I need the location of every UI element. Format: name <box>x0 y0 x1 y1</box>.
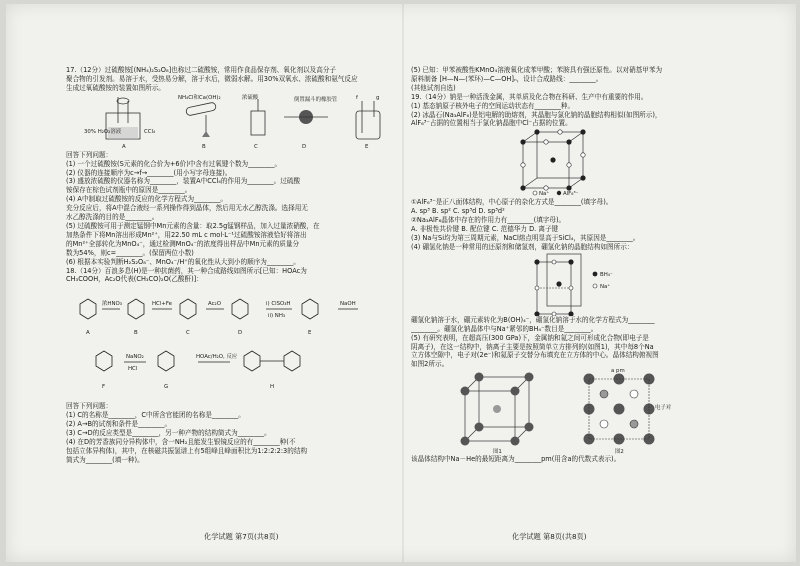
na-atom <box>475 423 484 432</box>
exam-sheet <box>6 4 796 562</box>
q18-answer-3: (3) C→D的反应类型是________，另一种产物的结构简式为________。 <box>66 429 271 438</box>
cubic-cell <box>520 130 585 191</box>
reagent-1: 浓HNO₃ <box>102 301 122 308</box>
q17-line-3: 生成过氧硫酸铵的装置如图所示。 <box>66 83 165 92</box>
q18-line-2: CH₃COOH，Ac₂O代表(CH₃CO)₂O(乙酸酐)]： <box>66 275 203 284</box>
reagent-8: HCl <box>128 366 138 373</box>
q19-sub-5: (4) 硼氢化钠是一种常用的还原剂和储氢剂，硼氢化钠的晶胞结构如图所示： <box>411 242 634 251</box>
apparatus-e <box>356 95 380 150</box>
tetragonal-cell <box>534 254 581 316</box>
q17-answer-11: 数为54%，则c=________。(保留两位小数) <box>66 248 194 257</box>
compound-g: G <box>164 384 169 391</box>
q19-more-3: 阴离子)，在这一结构中，钠离子主要是按照简单立方排列的(如图1)，其中每8个Na <box>411 342 654 351</box>
q19-more-1: ________。硼氢化钠晶体中与Na⁺紧邻的BH₄⁻数目是________。 <box>411 324 598 333</box>
legend-na2: Na⁺ <box>600 283 611 290</box>
q19-more-4: 立方体空隙中，电子对(2e⁻)和氦原子交替分布填充在立方体的中心。晶体结构俯视图 <box>411 351 659 360</box>
compound-c: C <box>186 330 190 337</box>
q18-5-line-2: 原料制备 [H—N—⟨苯环⟩—C—OH]ₙ，设计合成路线：________。 <box>411 74 603 83</box>
q17-line-2: 聚合物的引发剂。易溶于水，受热易分解，溶于水后，微弱水解。用30%双氧水、浓硫酸和氨气反应 <box>66 74 358 83</box>
q17-apparatus-figure <box>66 93 391 151</box>
scheme-row-1 <box>80 299 358 336</box>
legend-na: Na⁺ <box>539 191 550 198</box>
he-atom-topview <box>600 390 608 398</box>
q18-answer-4: (4) 在D的芳香族同分异构体中，含一NH₂且能发生银镜反应的有________种(不 <box>66 437 296 446</box>
na-atom <box>525 373 534 382</box>
nacl-cell-figure <box>411 128 711 198</box>
q18-answer-0: 回答下列问题： <box>66 402 113 411</box>
compound-a: A <box>86 330 90 337</box>
q17-answer-0: 回答下列问题： <box>66 150 113 159</box>
q17-answer-9: 加热条件下将Mn溶出形成Mn²⁺，用22.50 mL c mol·L⁻¹过硫酸铵溶液恰好将溶出 <box>66 230 307 239</box>
q19-more-5: 如图2所示。 <box>411 360 449 369</box>
right-page-footer: 化学试题 第8页(共8页) <box>512 532 587 541</box>
q18-5-line-3: (其他试剂自选) <box>411 83 456 92</box>
apparatus-b <box>178 93 221 150</box>
label-conc: 浓硫酸 <box>242 94 259 101</box>
reagent-3: Ac₂O <box>208 301 221 308</box>
na-atom <box>511 387 520 396</box>
reagent-2: HCl+Fe <box>152 301 172 308</box>
compound-b: B <box>134 330 138 337</box>
q17-answer-8: (5) 过硫酸铵可用于测定锰钢中Mn元素的含量：取2.5g锰钢样品，加入过量浓硝酸，在 <box>66 221 320 230</box>
q18-answer-5: 包括立体异构体)，其中，在核磁共振氢谱上有5组峰且峰面积比为1:2:2:2:3的结构 <box>66 446 308 455</box>
fig1-caption: 图1 <box>493 449 502 456</box>
q19-more-0: 硼氢化钠溶于水，硼元素转化为B(OH)₄⁻，硼氢化钠溶于水的化学方程式为________ <box>411 315 655 324</box>
q18-answer-6: 简式为________(填一种)。 <box>66 455 144 464</box>
na-atom <box>525 423 534 432</box>
na-atom <box>461 387 470 396</box>
na-atom-topview <box>614 404 625 415</box>
left-page-footer: 化学试题 第7页(共8页) <box>204 532 279 541</box>
label-e: E <box>365 143 369 150</box>
q19-more-2: (5) 有研究表明，在超高压(300 GPa)下，金属钠和氦之间可形成化合物(即电子是 <box>411 333 649 342</box>
he-atom <box>493 405 501 413</box>
reagent-7: NaNO₂ <box>126 354 144 361</box>
label-c: C <box>254 143 258 150</box>
label-a: A <box>122 143 126 150</box>
electron-pair <box>630 390 638 398</box>
label-g: g <box>376 94 380 101</box>
label-nh4cl: NH₄Cl和Ca(OH)₂ <box>178 94 221 101</box>
page-fold <box>402 4 404 562</box>
reagent-4: i) ClSO₃H <box>266 301 291 308</box>
q19-sub-3: A. 非极性共价键 B. 配位键 C. 范德华力 D. 离子键 <box>411 225 559 234</box>
q18-answer-2: (2) A→B的试剂和条件是________。 <box>66 420 172 429</box>
q19-line-1: 19.（14分）钠是一种活泼金属，其单质及化合物在科研、生产中有重要的作用。 <box>411 92 648 101</box>
q17-answer-10: 的Mn²⁺全部转化为MnO₄⁻，通过检测MnO₄⁻的浓度得出样品中Mn元素的质量分 <box>66 239 300 248</box>
q19-line-2: (1) 基态钠原子核外电子的空间运动状态有________种。 <box>411 101 575 110</box>
q19-line-4: AlF₆³⁻占据的位置相当于氯化钠晶胞中Cl⁻占据的位置。 <box>411 119 572 128</box>
label-d: D <box>302 143 307 150</box>
compound-d: D <box>238 330 243 337</box>
na-he-figures <box>411 369 711 455</box>
left-page-column <box>66 66 391 465</box>
electron-pair <box>600 420 608 428</box>
q19-final: 该晶体结构中Na－He的最短距离为________pm(用含a的代数式表示)。 <box>411 455 621 464</box>
q17-line-1: 17.（12分）过硫酸铵[(NH₄)₂S₂O₈]也称过二硫酸铵，常用作食品保存剂、氧化剂以及高分子 <box>66 66 337 74</box>
q19-sub-1: A. sp³ B. sp² C. sp³d D. sp³d² <box>411 207 505 216</box>
na-atom <box>475 373 484 382</box>
na-atom <box>511 437 520 446</box>
q17-answer-4: 铵保存在棕色试剂瓶中的原因是________。 <box>66 186 192 195</box>
label-f: f <box>356 94 358 101</box>
legend-alf6: AlF₆³⁻ <box>563 191 579 198</box>
right-page-column <box>411 66 711 464</box>
q18-line-1: 18.（14分）百浪多息(H)是一种抗菌药，其一种合成路线如图所示[已知：HOAc为 <box>66 266 307 275</box>
q19-line-3: (2) 冰晶石(Na₃AlF₆)是铝电解的助熔剂，其晶胞与氯化钠的晶胞结构相似(如图所示)， <box>411 110 662 119</box>
fig2-caption: 图2 <box>615 449 624 456</box>
q19-sub-0: ①AlF₆³⁻是正八面体结构，中心原子的杂化方式是________(填字母)。 <box>411 198 613 207</box>
electron-pair-label: 电子对 <box>655 405 672 412</box>
nabh4-cell-figure <box>411 252 711 316</box>
scheme-row-2 <box>96 351 300 390</box>
label-sink: 倒置漏斗的橡胶管 <box>294 96 338 103</box>
q17-answer-6: 充分反应后，将A中混合液经一系列操作得到晶体，然后用无水乙醇洗涤。选择用无 <box>66 204 308 213</box>
compound-f: F <box>102 384 106 391</box>
side-length-label: a pm <box>611 369 625 375</box>
label-h2o2: 30% H₂O₂溶液 <box>84 128 122 135</box>
apparatus-c <box>242 93 265 150</box>
q17-answer-12: (6) 根据本实验判断H₂S₂O₈⁻、MnO₄⁻/H⁺的氧化性从大到小的顺序为________。 <box>66 257 300 266</box>
q17-answer-5: (4) A中制取过硫酸铵的反应的化学方程式为________。 <box>66 195 228 204</box>
q19-sub-4: (3) Na与Si均为第三周期元素，NaCl熔点明显高于SiCl₄，其原因是________。 <box>411 233 640 242</box>
reagent-6: NaOH <box>340 301 356 308</box>
apparatus-d <box>284 95 338 150</box>
he-atom-topview <box>630 420 638 428</box>
label-b: B <box>202 143 206 150</box>
q17-answer-7: 水乙醇洗涤的目的是________。 <box>66 213 159 222</box>
reagent-5: ii) NH₃ <box>268 313 286 320</box>
compound-e: E <box>308 330 312 337</box>
q18-answer-1: (1) C的名称是________，C中所含官能团的名称是________。 <box>66 411 245 420</box>
reagent-9: HOAc/H₂O, 反应 <box>196 354 238 361</box>
q17-answer-1: (1) 一个过硫酸铵(S元素的化合价为+6价)中含有过氧键个数为________。 <box>66 159 282 168</box>
q18-synthesis-scheme <box>66 284 391 402</box>
q17-answer-3: (3) 盛放浓硫酸的仪器名称为________，装置A中CCl₄的作用为________。过硫酸 <box>66 177 301 186</box>
q17-answer-2: (2) 仪器的连接顺序为c→f→________(用小写字母连接)。 <box>66 168 232 177</box>
q19-sub-2: ②Na₃AlF₆晶体中存在的作用力有________(填字母)。 <box>411 216 566 225</box>
na-atom <box>461 437 470 446</box>
q18-5-line-1: (5) 已知：甲苯被酸性KMnO₄溶液氧化成苯甲酸；苯胺具有强还原性。以对硝基甲苯为 <box>411 66 663 74</box>
label-ccl4: CCl₄ <box>144 128 156 135</box>
legend-bh4: BH₄⁻ <box>600 271 613 278</box>
apparatus-a <box>84 97 155 150</box>
compound-h: H <box>270 384 275 391</box>
